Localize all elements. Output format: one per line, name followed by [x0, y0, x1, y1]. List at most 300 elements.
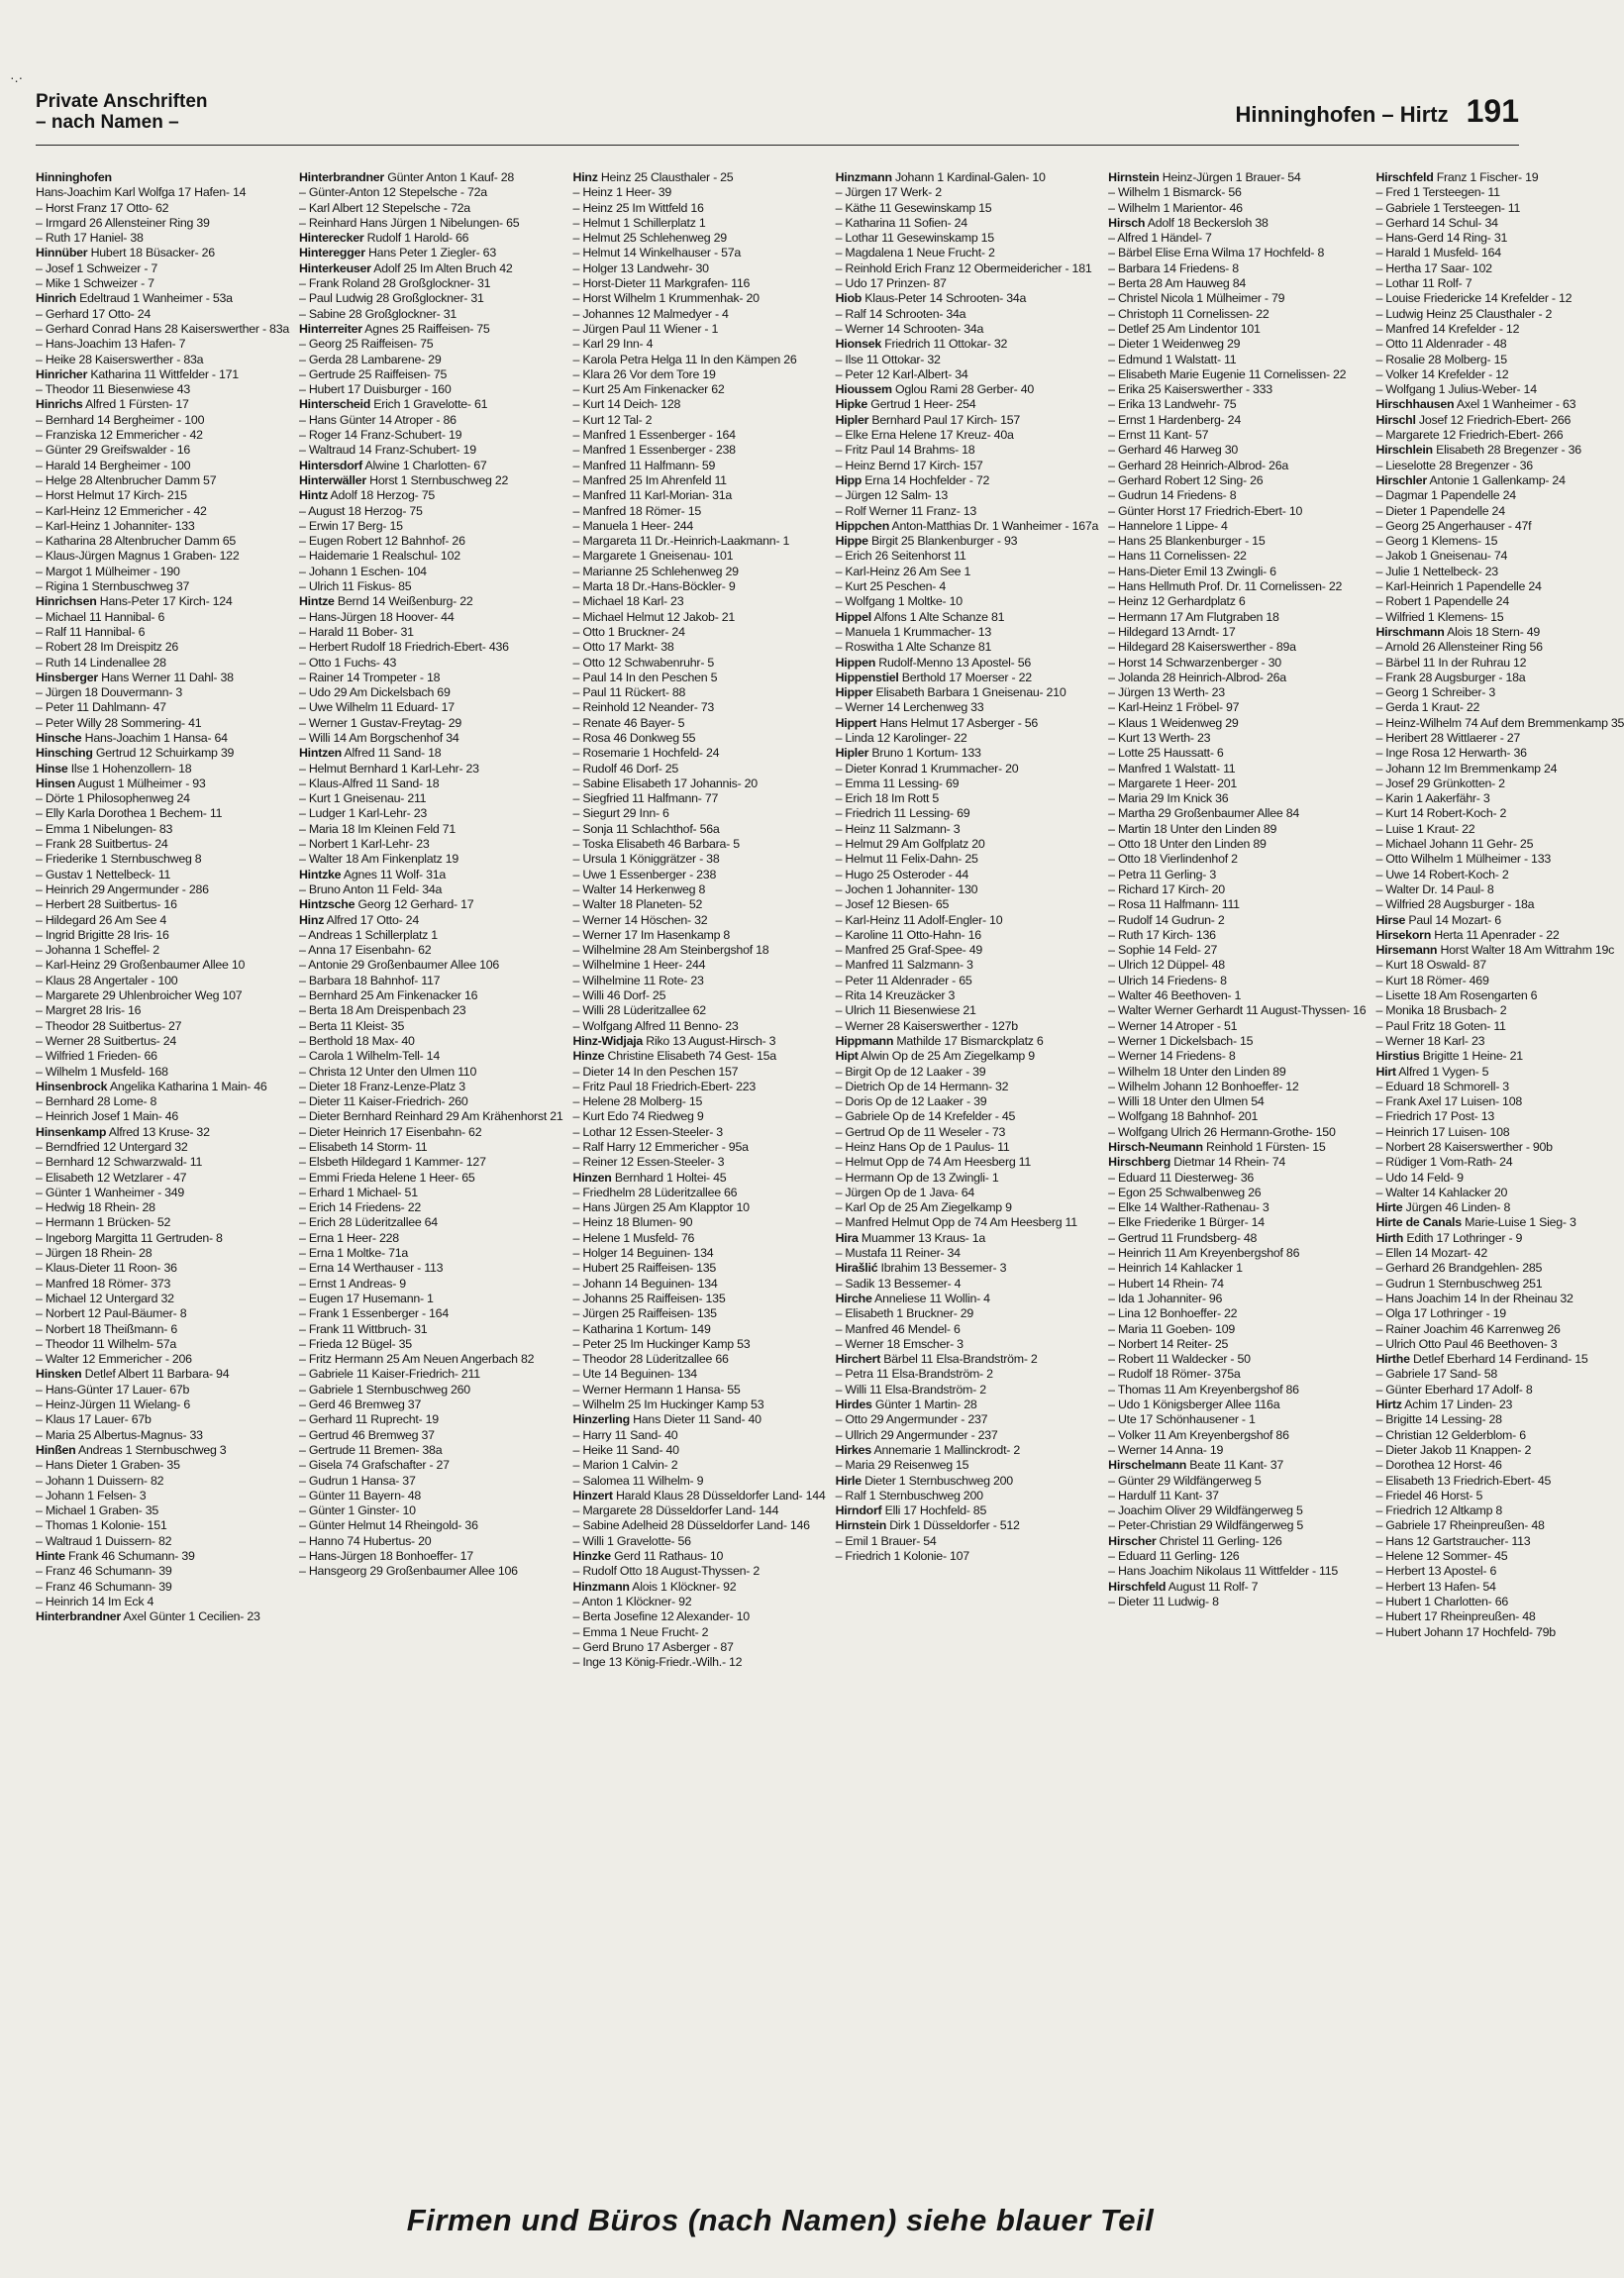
entry-details: Paul 14 Mozart- 6: [1408, 912, 1501, 927]
directory-entry: [1375, 1549, 1624, 1564]
entry-details: – Willi 11 Elsa-Brandström- 2: [835, 1382, 986, 1397]
surname: Hippert: [835, 715, 877, 730]
directory-entry: [573, 1034, 826, 1049]
surname: Hirschfeld: [1375, 170, 1434, 184]
directory-entry: [573, 565, 826, 579]
entry-details: – Hans Hellmuth Prof. Dr. 11 Cornelissen- 22: [1108, 579, 1343, 594]
entry-details: – Elke Erna Helene 17 Kreuz- 40a: [835, 428, 1014, 443]
directory-entry: [1108, 1503, 1366, 1518]
entry-details: – Margareta 11 Dr.-Heinrich-Laakmann- 1: [572, 534, 790, 549]
entry-details: – Otto 12 Schwabenruhr- 5: [572, 655, 715, 670]
entry-details: Hans-Peter 17 Kirch- 124: [99, 594, 233, 609]
directory-entry: [36, 656, 289, 671]
directory-entry: [1375, 610, 1624, 625]
entry-details: – Gerd Bruno 17 Asberger - 87: [572, 1639, 734, 1654]
directory-entry: [1375, 231, 1624, 246]
entry-details: – Paul 11 Rückert- 88: [572, 685, 686, 700]
directory-entry: [1375, 353, 1624, 367]
entry-details: – Ralf 1 Sternbuschweg 200: [835, 1488, 983, 1502]
entry-details: – Gerda 1 Kraut- 22: [1375, 700, 1480, 715]
directory-entry: [299, 1231, 563, 1246]
directory-entry: [836, 1474, 1099, 1489]
directory-entry: [836, 185, 1099, 200]
entry-details: – Ingeborg Margitta 11 Gertruden- 8: [36, 1230, 223, 1245]
directory-column-1: [36, 170, 289, 2191]
entry-details: – Martha 29 Großenbaumer Allee 84: [1108, 806, 1300, 821]
directory-entry: [1375, 974, 1624, 988]
entry-details: – Erhard 1 Michael- 51: [298, 1185, 418, 1199]
entry-details: Ibrahim 13 Bessemer- 3: [880, 1261, 1007, 1276]
directory-entry: [299, 1049, 563, 1064]
entry-details: Jürgen 46 Linden- 8: [1405, 1200, 1511, 1215]
directory-entry: [1375, 700, 1624, 715]
entry-details: Alfred 1 Fürsten- 17: [85, 397, 189, 412]
entry-details: – Ullrich 29 Angermunder - 237: [835, 1427, 998, 1442]
entry-details: – Thomas 1 Kolonie- 151: [36, 1518, 167, 1533]
directory-entry: [573, 1306, 826, 1321]
directory-entry: [573, 1655, 826, 1670]
entry-details: – Ralf 11 Hannibal- 6: [36, 624, 146, 639]
entry-details: – Lothar 12 Essen-Steeler- 3: [572, 1124, 723, 1139]
directory-entry: [573, 1534, 826, 1549]
directory-entry: [1375, 1398, 1624, 1412]
entry-details: – Gudrun 1 Sternbuschweg 251: [1375, 1276, 1543, 1291]
directory-entry: [836, 216, 1099, 231]
directory-entry: [836, 1503, 1099, 1518]
entry-details: – Heinz 18 Blumen- 90: [572, 1215, 693, 1230]
directory-column-4: [836, 170, 1099, 2191]
entry-details: – Karl-Heinz 11 Adolf-Engler- 10: [835, 912, 1003, 927]
entry-details: – Reinhold 12 Neander- 73: [572, 700, 715, 715]
directory-entry: [836, 671, 1099, 685]
entry-details: Hans-Joachim 1 Hansa- 64: [84, 730, 228, 745]
directory-entry: [1108, 459, 1366, 473]
entry-details: – Manfred 1 Essenberger - 164: [572, 428, 736, 443]
entry-details: Achim 17 Linden- 23: [1404, 1398, 1513, 1412]
directory-entry: [573, 579, 826, 594]
directory-entry: [1375, 1518, 1624, 1533]
entry-details: Klaus-Peter 14 Schrooten- 34a: [864, 291, 1027, 306]
directory-entry: [1375, 897, 1624, 912]
directory-entry: [573, 1503, 826, 1518]
entry-details: – Georg 1 Klemens- 15: [1375, 534, 1498, 549]
entry-details: Franz 1 Fischer- 19: [1436, 170, 1539, 184]
directory-entry: [836, 1186, 1099, 1200]
directory-entry: [573, 1383, 826, 1398]
entry-details: – Lotte 25 Haussatt- 6: [1108, 746, 1224, 761]
directory-entry: [836, 837, 1099, 852]
directory-entry: [299, 413, 563, 428]
directory-entry: [836, 565, 1099, 579]
entry-details: – Peter 11 Dahlmann- 47: [36, 700, 166, 715]
entry-details: Oglou Rami 28 Gerber- 40: [894, 382, 1034, 397]
entry-details: Alfons 1 Alte Schanze 81: [873, 609, 1005, 624]
directory-entry: [836, 1549, 1099, 1564]
entry-details: – Christel Nicola 1 Mülheimer - 79: [1108, 291, 1285, 306]
directory-entry: [1375, 1155, 1624, 1170]
entry-details: – Werner 18 Emscher- 3: [835, 1336, 964, 1351]
directory-entry: [573, 1125, 826, 1140]
directory-entry: [836, 1443, 1099, 1458]
surname: Hinsberger: [36, 670, 98, 684]
directory-entry: [573, 231, 826, 246]
entry-details: – Renate 46 Bayer- 5: [572, 715, 685, 730]
directory-entry: [573, 1595, 826, 1609]
directory-entry: [1375, 1080, 1624, 1094]
directory-entry: [836, 1322, 1099, 1337]
directory-entry: [36, 1292, 289, 1306]
directory-entry: [1108, 1231, 1366, 1246]
directory-entry: [1108, 731, 1366, 746]
directory-entry: [299, 1412, 563, 1427]
entry-details: – Margarete 28 Düsseldorfer Land- 144: [572, 1503, 779, 1518]
entry-details: – Harald 14 Bergheimer - 100: [36, 458, 191, 472]
entry-details: – Volker 11 Am Kreyenbergshof 86: [1108, 1427, 1289, 1442]
surname: Hinrich: [36, 291, 76, 306]
entry-details: – Norbert 14 Reiter- 25: [1108, 1336, 1229, 1351]
surname: Hirsch: [1108, 215, 1146, 230]
directory-entry: [1108, 610, 1366, 625]
entry-details: – Günter Helmut 14 Rheingold- 36: [298, 1518, 478, 1533]
entry-details: – Johanna 1 Scheffel- 2: [36, 943, 159, 958]
entry-details: Heinz 25 Clausthaler - 25: [600, 170, 734, 184]
directory-entry: [573, 459, 826, 473]
entry-details: – Gerhard 11 Ruprecht- 19: [298, 1412, 439, 1427]
entry-details: – Manfred Helmut Opp de 74 Am Heesberg 11: [835, 1215, 1077, 1230]
surname: Hinterscheid: [298, 397, 371, 412]
surname: Hintzsche: [298, 897, 355, 912]
entry-details: – Heinrich 11 Am Kreyenbergshof 86: [1108, 1246, 1300, 1261]
entry-details: Bärbel 11 Elsa-Brandström- 2: [883, 1352, 1038, 1367]
entry-details: – Helmut 1 Schillerplatz 1: [572, 215, 706, 230]
entry-details: – Norbert 18 Theißmann- 6: [36, 1321, 177, 1336]
surname: Hinze: [572, 1049, 605, 1064]
entry-details: – Hans-Dieter Emil 13 Zwingli- 6: [1108, 564, 1276, 578]
directory-entry: [36, 534, 289, 549]
entry-details: – Helmut 14 Winkelhauser - 57a: [572, 246, 741, 260]
directory-entry: [1108, 276, 1366, 291]
entry-details: – Salomea 11 Wilhelm- 9: [572, 1473, 704, 1488]
entry-details: Alwin Op de 25 Am Ziegelkamp 9: [861, 1049, 1035, 1064]
directory-entry: [36, 762, 289, 777]
entry-details: – Elisabeth 13 Friedrich-Ebert- 45: [1375, 1473, 1552, 1488]
directory-entry: [36, 1140, 289, 1155]
directory-entry: [299, 700, 563, 715]
directory-entry: [573, 473, 826, 488]
directory-entry: [36, 806, 289, 821]
surname: Hinrichsen: [36, 594, 97, 609]
directory-entry: [836, 382, 1099, 397]
directory-entry: [573, 397, 826, 412]
surname: Hinsen: [36, 776, 75, 790]
directory-entry: [36, 397, 289, 412]
directory-entry: [36, 579, 289, 594]
entry-details: Alfred 17 Otto- 24: [326, 912, 419, 927]
entry-details: – Petra 11 Gerling- 3: [1108, 867, 1216, 881]
entry-details: – Eduard 18 Schmorell- 3: [1375, 1079, 1509, 1093]
entry-details: – Wilfried 1 Klemens- 15: [1375, 609, 1504, 624]
entry-details: – Rudolf 46 Dorf- 25: [572, 761, 679, 776]
directory-entry: [1375, 549, 1624, 564]
directory-entry: [573, 488, 826, 503]
directory-entry: [1108, 473, 1366, 488]
directory-entry: [1108, 1412, 1366, 1427]
directory-entry: [36, 1564, 289, 1579]
surname: Hinsenkamp: [36, 1124, 107, 1139]
entry-details: – Walter 12 Emmericher - 206: [36, 1352, 192, 1367]
directory-entry: [836, 610, 1099, 625]
directory-entry: [836, 353, 1099, 367]
directory-entry: [836, 882, 1099, 897]
entry-details: – Karin 1 Aakerfähr- 3: [1375, 791, 1490, 806]
directory-entry: [1375, 868, 1624, 882]
directory-entry: [1108, 1094, 1366, 1109]
entry-details: – Jürgen Paul 11 Wiener - 1: [572, 321, 719, 336]
directory-entry: [1108, 1261, 1366, 1276]
entry-details: – Rosa 46 Donkweg 55: [572, 730, 696, 745]
entry-details: Günter 1 Martin- 28: [874, 1398, 977, 1412]
directory-entry: [36, 746, 289, 761]
directory-entry: [1108, 806, 1366, 821]
directory-entry: [836, 974, 1099, 988]
directory-entry: [573, 1049, 826, 1064]
directory-entry: [36, 1246, 289, 1261]
entry-details: Hans-Joachim Karl Wolfga 17 Hafen- 14: [36, 185, 247, 200]
entry-details: – Heinz Bernd 17 Kirch- 157: [835, 458, 983, 472]
directory-entry: [836, 1019, 1099, 1034]
surname: Hirsekorn: [1375, 927, 1432, 942]
entry-details: Bernhard Paul 17 Kirch- 157: [871, 412, 1020, 427]
entry-details: – Helmut 25 Schlehenweg 29: [572, 231, 727, 246]
entry-details: – Margarete 12 Friedrich-Ebert- 266: [1375, 428, 1564, 443]
entry-details: – Gerd 46 Bremweg 37: [298, 1398, 422, 1412]
entry-details: – Berta 18 Am Dreispenbach 23: [298, 1003, 466, 1018]
entry-details: – Gabriele 17 Rheinpreußen- 48: [1375, 1518, 1545, 1533]
directory-entry: [1108, 1186, 1366, 1200]
directory-entry: [299, 231, 563, 246]
entry-details: Christel 11 Gerling- 126: [1159, 1533, 1282, 1548]
entry-details: – Hildegard 28 Kaiserswerther - 89a: [1108, 640, 1296, 655]
directory-entry: [299, 1019, 563, 1034]
surname: Hipt: [835, 1049, 859, 1064]
entry-details: – Gerhard Conrad Hans 28 Kaiserswerther - 83a: [36, 321, 289, 336]
directory-entry: [36, 640, 289, 655]
directory-entry: [836, 1125, 1099, 1140]
entry-details: – Luise 1 Kraut- 22: [1375, 821, 1475, 836]
entry-details: – Ralf 14 Schrooten- 34a: [835, 306, 966, 321]
directory-entry: [1108, 640, 1366, 655]
entry-details: – Werner 14 Anna- 19: [1108, 1442, 1224, 1457]
entry-details: – Theodor 11 Biesenwiese 43: [36, 382, 191, 397]
entry-details: – Michael 12 Untergard 32: [36, 1291, 174, 1305]
entry-details: – Manfred 1 Essenberger - 238: [572, 443, 736, 458]
entry-details: – Georg 1 Schreiber- 3: [1375, 685, 1495, 700]
directory-entry: [1375, 746, 1624, 761]
directory-entry: [36, 1277, 289, 1292]
entry-details: – Jürgen 12 Salm- 13: [835, 488, 949, 503]
directory-entry: [836, 1200, 1099, 1215]
entry-details: Reinhold 1 Fürsten- 15: [1206, 1140, 1326, 1154]
entry-details: – Peter-Christian 29 Wildfängerweg 5: [1108, 1518, 1304, 1533]
entry-details: – Louise Friedericke 14 Krefelder - 12: [1375, 291, 1573, 306]
entry-details: – Harald 1 Musfeld- 164: [1375, 246, 1501, 260]
entry-details: – Ruth 17 Kirch- 136: [1108, 927, 1216, 942]
directory-entry: [573, 928, 826, 943]
entry-details: – Franz 46 Schumann- 39: [36, 1564, 172, 1579]
entry-details: – Wilfried 1 Frieden- 66: [36, 1049, 157, 1064]
directory-entry: [299, 625, 563, 640]
entry-details: – Inge Rosa 12 Herwarth- 36: [1375, 746, 1527, 761]
directory-entry: [299, 519, 563, 534]
directory-entry: [1375, 1200, 1624, 1215]
surname: Hionsek: [835, 337, 882, 352]
entry-details: – Jürgen 25 Raiffeisen- 135: [572, 1306, 717, 1321]
directory-entry: [1375, 473, 1624, 488]
entry-details: – Herbert 13 Hafen- 54: [1375, 1579, 1496, 1594]
entry-details: – Jochen 1 Johanniter- 130: [835, 881, 978, 896]
directory-entry: [1108, 1595, 1366, 1609]
directory-entry: [1375, 1428, 1624, 1443]
directory-entry: [1375, 1534, 1624, 1549]
surname: Hippel: [835, 609, 871, 624]
entry-details: – Robert 11 Waldecker - 50: [1108, 1352, 1251, 1367]
directory-entry: [573, 822, 826, 837]
directory-entry: [1108, 519, 1366, 534]
directory-entry: [299, 1034, 563, 1049]
entry-details: – Ute 17 Schönhausener - 1: [1108, 1412, 1256, 1427]
entry-details: – Reinhold Erich Franz 12 Obermeidericher - 181: [835, 260, 1092, 275]
directory-entry: [573, 1003, 826, 1018]
directory-entry: [573, 1367, 826, 1382]
directory-entry: [573, 897, 826, 912]
directory-entry: [299, 974, 563, 988]
directory-entry: [1108, 671, 1366, 685]
directory-entry: [299, 1125, 563, 1140]
surname: Hirnstein: [835, 1518, 887, 1533]
entry-details: – Fred 1 Tersteegen- 11: [1375, 185, 1500, 200]
entry-details: – Günter Eberhard 17 Adolf- 8: [1375, 1382, 1533, 1397]
directory-entry: [1108, 1065, 1366, 1080]
directory-entry: [36, 913, 289, 928]
entry-details: – Wilhelm 1 Marientor- 46: [1108, 200, 1243, 215]
entry-details: – Heinz-Wilhelm 74 Auf dem Bremmenkamp 35: [1375, 715, 1624, 730]
directory-entry: [573, 307, 826, 322]
entry-details: – Ernst 1 Andreas- 9: [298, 1276, 406, 1291]
directory-entry: [573, 1186, 826, 1200]
directory-entry: [836, 746, 1099, 761]
entry-details: – Antonie 29 Großenbaumer Allee 106: [298, 958, 500, 973]
directory-entry: [299, 806, 563, 821]
directory-entry: [836, 428, 1099, 443]
directory-entry: [299, 1383, 563, 1398]
directory-entry: [36, 413, 289, 428]
surname: Hinterbrandner: [36, 1609, 121, 1624]
directory-entry: [1375, 913, 1624, 928]
surname: Hinterwäller: [298, 472, 366, 487]
directory-entry: [299, 928, 563, 943]
entry-details: – Paul 14 In den Peschen 5: [572, 670, 718, 684]
entry-details: – Berta 11 Kleist- 35: [298, 1018, 405, 1033]
entry-details: – Dieter 11 Ludwig- 8: [1108, 1594, 1219, 1608]
entry-details: – Reinhard Hans Jürgen 1 Nibelungen- 65: [298, 215, 520, 230]
directory-entry: [1375, 656, 1624, 671]
entry-details: – Elisabeth 12 Wetzlarer - 47: [36, 1170, 187, 1185]
directory-entry: [573, 988, 826, 1003]
entry-details: – Dieter 1 Papendelle 24: [1375, 503, 1505, 518]
directory-entry: [1375, 777, 1624, 791]
directory-columns: [36, 170, 1624, 2191]
directory-entry: [36, 1171, 289, 1186]
directory-entry: [1375, 625, 1624, 640]
entry-details: – Karl 29 Inn- 4: [572, 337, 654, 352]
directory-entry: [36, 549, 289, 564]
directory-entry: [36, 1428, 289, 1443]
entry-details: Alois 18 Stern- 49: [1447, 624, 1541, 639]
directory-entry: [836, 1140, 1099, 1155]
directory-entry: [36, 322, 289, 337]
entry-details: – Wilhelmine 28 Am Steinbergshof 18: [572, 943, 769, 958]
entry-details: Heinz-Jürgen 1 Brauer- 54: [1162, 170, 1301, 184]
directory-entry: [836, 443, 1099, 458]
entry-details: – Sadik 13 Bessemer- 4: [835, 1276, 962, 1291]
directory-entry: [299, 579, 563, 594]
entry-details: – Rosa 11 Halfmann- 111: [1108, 897, 1240, 912]
directory-entry: [299, 1246, 563, 1261]
directory-entry: [573, 367, 826, 382]
entry-details: Andreas 1 Sternbuschweg 3: [78, 1442, 227, 1457]
surname: Hinterkeuser: [298, 260, 371, 275]
surname: Hirschberg: [1108, 1155, 1171, 1170]
entry-details: – Karl Op de 25 Am Ziegelkamp 9: [835, 1200, 1012, 1215]
directory-entry: [1375, 1125, 1624, 1140]
directory-entry: [836, 246, 1099, 260]
surname: Hinz: [572, 170, 598, 184]
entry-details: – Bernhard 14 Bergheimer - 100: [36, 412, 205, 427]
directory-entry: [836, 1171, 1099, 1186]
entry-details: – Lieselotte 28 Bregenzer - 36: [1375, 458, 1533, 472]
surname: Hippenstiel: [835, 670, 899, 684]
entry-details: – Jürgen 13 Werth- 23: [1108, 685, 1225, 700]
directory-entry: [1375, 1019, 1624, 1034]
entry-details: – Anton 1 Klöckner- 92: [572, 1594, 692, 1608]
directory-entry: [36, 974, 289, 988]
entry-details: – Willi 28 Lüderitzallee 62: [572, 1003, 706, 1018]
directory-entry: [36, 1231, 289, 1246]
entry-details: – Wilhelm 1 Bismarck- 56: [1108, 185, 1242, 200]
entry-details: Detlef Eberhard 14 Ferdinand- 15: [1412, 1352, 1588, 1367]
directory-entry: [1108, 1428, 1366, 1443]
entry-details: – Frank Roland 28 Großglockner- 31: [298, 276, 491, 291]
directory-entry: [573, 1640, 826, 1655]
entry-details: – Friedrich 12 Altkamp 8: [1375, 1503, 1503, 1518]
entry-details: – Wolfgang 18 Bahnhof- 201: [1108, 1109, 1259, 1124]
directory-entry: [573, 1080, 826, 1094]
directory-entry: [573, 625, 826, 640]
entry-details: – Maria 11 Goeben- 109: [1108, 1321, 1236, 1336]
directory-entry: [299, 777, 563, 791]
directory-entry: [836, 261, 1099, 276]
directory-entry: [36, 519, 289, 534]
surname: Hirthe: [1375, 1352, 1410, 1367]
directory-entry: [1108, 353, 1366, 367]
directory-entry: [573, 322, 826, 337]
surname: Hirt: [1375, 1064, 1396, 1079]
entry-details: – Siegfried 11 Halfmann- 77: [572, 791, 719, 806]
directory-entry: [573, 261, 826, 276]
directory-entry: [36, 353, 289, 367]
directory-entry: [36, 504, 289, 519]
directory-entry: [36, 610, 289, 625]
